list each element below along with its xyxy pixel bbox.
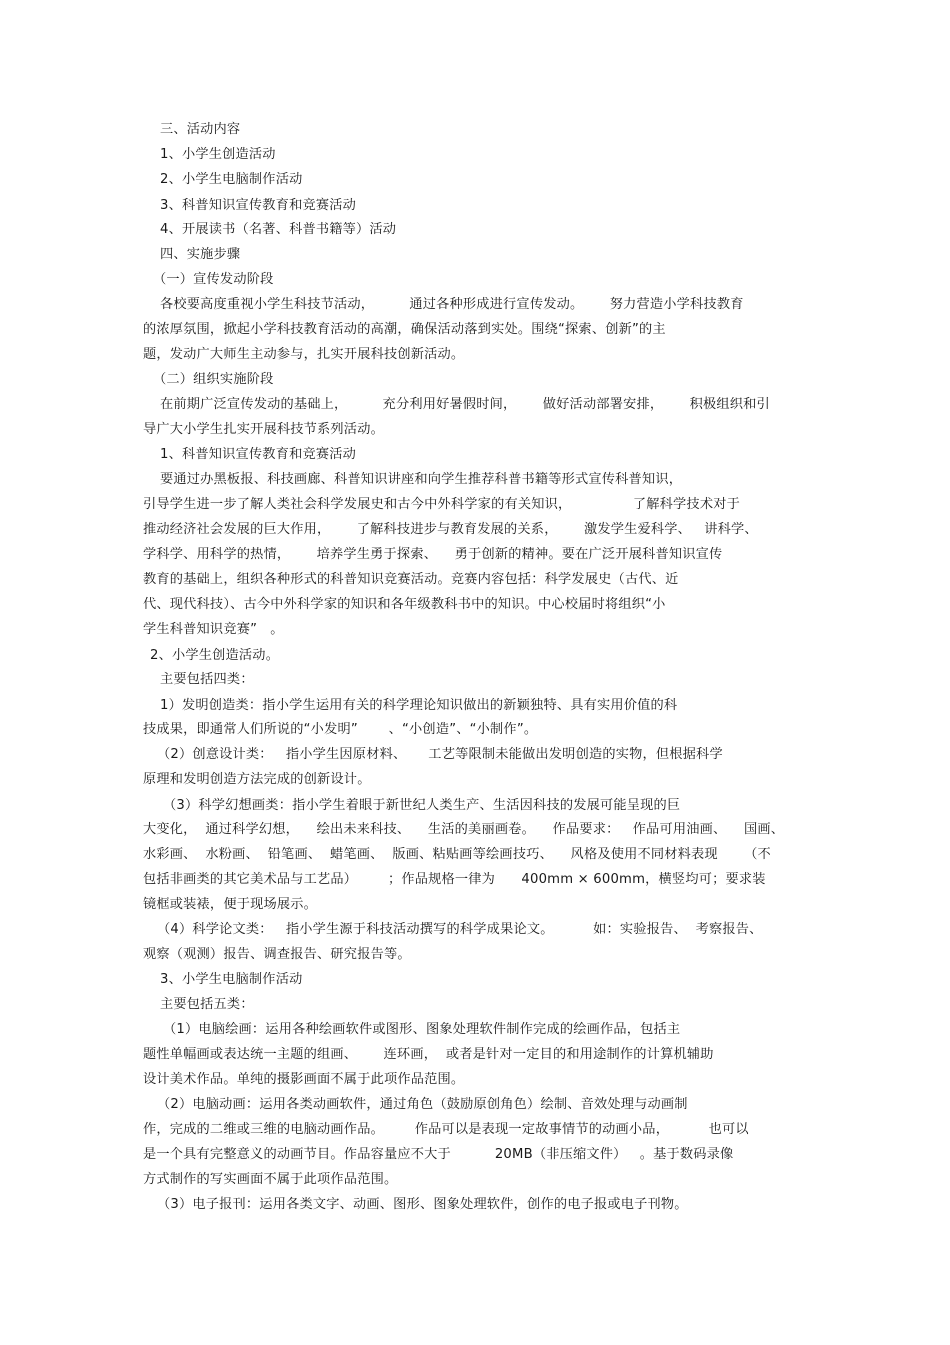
section-heading-steps: 四、实施步骤 [160,247,241,262]
paragraph-line: 水彩画、 水粉画、 铅笔画、 蜡笔画、 版画、粘贴画等绘画技巧、 风格及使用不同材料表现 （不 [143,847,771,862]
paragraph-line: 题，发动广大师生主动参与，扎实开展科技创新活动。 [143,347,465,362]
paragraph-line: 作，完成的二维或三维的电脑动画作品。 作品可以是表现一定故事情节的动画小品， 也可以 [143,1122,749,1137]
list-item: 1、科普知识宣传教育和竞赛活动 [160,447,357,462]
paragraph-line: 大变化， 通过科学幻想， 绘出未来科技、 生活的美丽画卷。 作品要求： 作品可用油画、 国画、 [143,822,785,837]
section-heading-activity-content: 三、活动内容 [160,122,241,137]
paragraph-line: 包括非画类的其它美术品与工艺品） ；作品规格一律为 400mm × 600mm，横竖均可；要求装 [143,872,766,887]
list-item: 3、科普知识宣传教育和竞赛活动 [160,198,357,213]
list-item: 4、开展读书（名著、科普书籍等）活动 [160,222,397,237]
paragraph-line: 题性单幅画或表达统一主题的组画、 连环画， 或者是针对一定目的和用途制作的计算机辅助 [143,1047,714,1062]
paragraph-line: 引导学生进一步了解人类社会科学发展史和古今中外科学家的有关知识， 了解科学技术对于 [143,497,740,512]
paragraph-line: 要通过办黑板报、科技画廊、科普知识讲座和向学生推荐科普书籍等形式宣传科普知识， [160,472,683,487]
paragraph-line: 代、现代科技）、古今中外科学家的知识和各年级教科书中的知识。中心校届时将组织“小 [143,597,666,612]
subsection-heading: （一）宣传发动阶段 [153,272,274,287]
paragraph-line: 学生科普知识竞赛” 。 [143,622,284,637]
paragraph-line: 导广大小学生扎实开展科技节系列活动。 [143,422,384,437]
paragraph-line: 观察（观测）报告、调查报告、研究报告等。 [143,947,411,962]
list-item: 2、小学生创造活动。 [150,648,280,663]
paragraph-line: 原理和发明创造方法完成的创新设计。 [143,772,371,787]
paragraph-line: （3）电子报刊：运用各类文字、动画、图形、图象处理软件，创作的电子报或电子刊物。 [157,1197,688,1212]
paragraph-line: （2）创意设计类： 指小学生因原材料、 工艺等限制未能做出发明创造的实物，但根据科学 [157,747,723,762]
list-item: 2、小学生电脑制作活动 [160,172,303,187]
paragraph-line: 是一个具有完整意义的动画节目。作品容量应不大于 20MB（非压缩文件） 。基于数码录像 [143,1147,734,1162]
paragraph-line: 镜框或装裱，便于现场展示。 [143,897,318,912]
paragraph-line: 技成果，即通常人们所说的“小发明” 、“小创造”、“小制作”。 [143,722,538,737]
paragraph-line: 学科学、用科学的热情， 培养学生勇于探索、 勇于创新的精神。要在广泛开展科普知识宣传 [143,547,723,562]
subsection-heading: （二）组织实施阶段 [153,372,274,387]
paragraph-line: 设计美术作品。单纯的摄影画面不属于此项作品范围。 [143,1072,465,1087]
paragraph-line: 教育的基础上，组织各种形式的科普知识竞赛活动。竞赛内容包括：科学发展史（古代、近 [143,572,679,587]
paragraph-line: （4）科学论文类： 指小学生源于科技活动撰写的科学成果论文。 如：实验报告、 考察报告、 [157,922,763,937]
paragraph-line: 主要包括四类： [160,672,254,687]
paragraph-line: 1）发明创造类：指小学生运用有关的科学理论知识做出的新颖独特、具有实用价值的科 [160,698,678,713]
paragraph-line: 各校要高度重视小学生科技节活动， 通过各种形成进行宣传发动。 努力营造小学科技教育 [160,297,744,312]
list-item: 3、小学生电脑制作活动 [160,972,303,987]
paragraph-line: （3）科学幻想画类：指小学生着眼于新世纪人类生产、生活因科技的发展可能呈现的巨 [163,798,681,813]
paragraph-line: （1）电脑绘画：运用各种绘画软件或图形、图象处理软件制作完成的绘画作品，包括主 [163,1022,681,1037]
paragraph-line: 推动经济社会发展的巨大作用， 了解科技进步与教育发展的关系， 激发学生爱科学、 讲科学、 [143,522,758,537]
paragraph-line: 在前期广泛宣传发动的基础上， 充分利用好暑假时间， 做好活动部署安排， 积极组织和引 [160,397,770,412]
paragraph-line: 方式制作的写实画面不属于此项作品范围。 [143,1172,398,1187]
paragraph-line: 的浓厚氛围，掀起小学科技教育活动的高潮，确保活动落到实处。围绕“探索、创新”的主 [143,322,666,337]
paragraph-line: 主要包括五类： [160,997,254,1012]
list-item: 1、小学生创造活动 [160,147,276,162]
paragraph-line: （2）电脑动画：运用各类动画软件，通过角色（鼓励原创角色）绘制、音效处理与动画制 [157,1097,688,1112]
